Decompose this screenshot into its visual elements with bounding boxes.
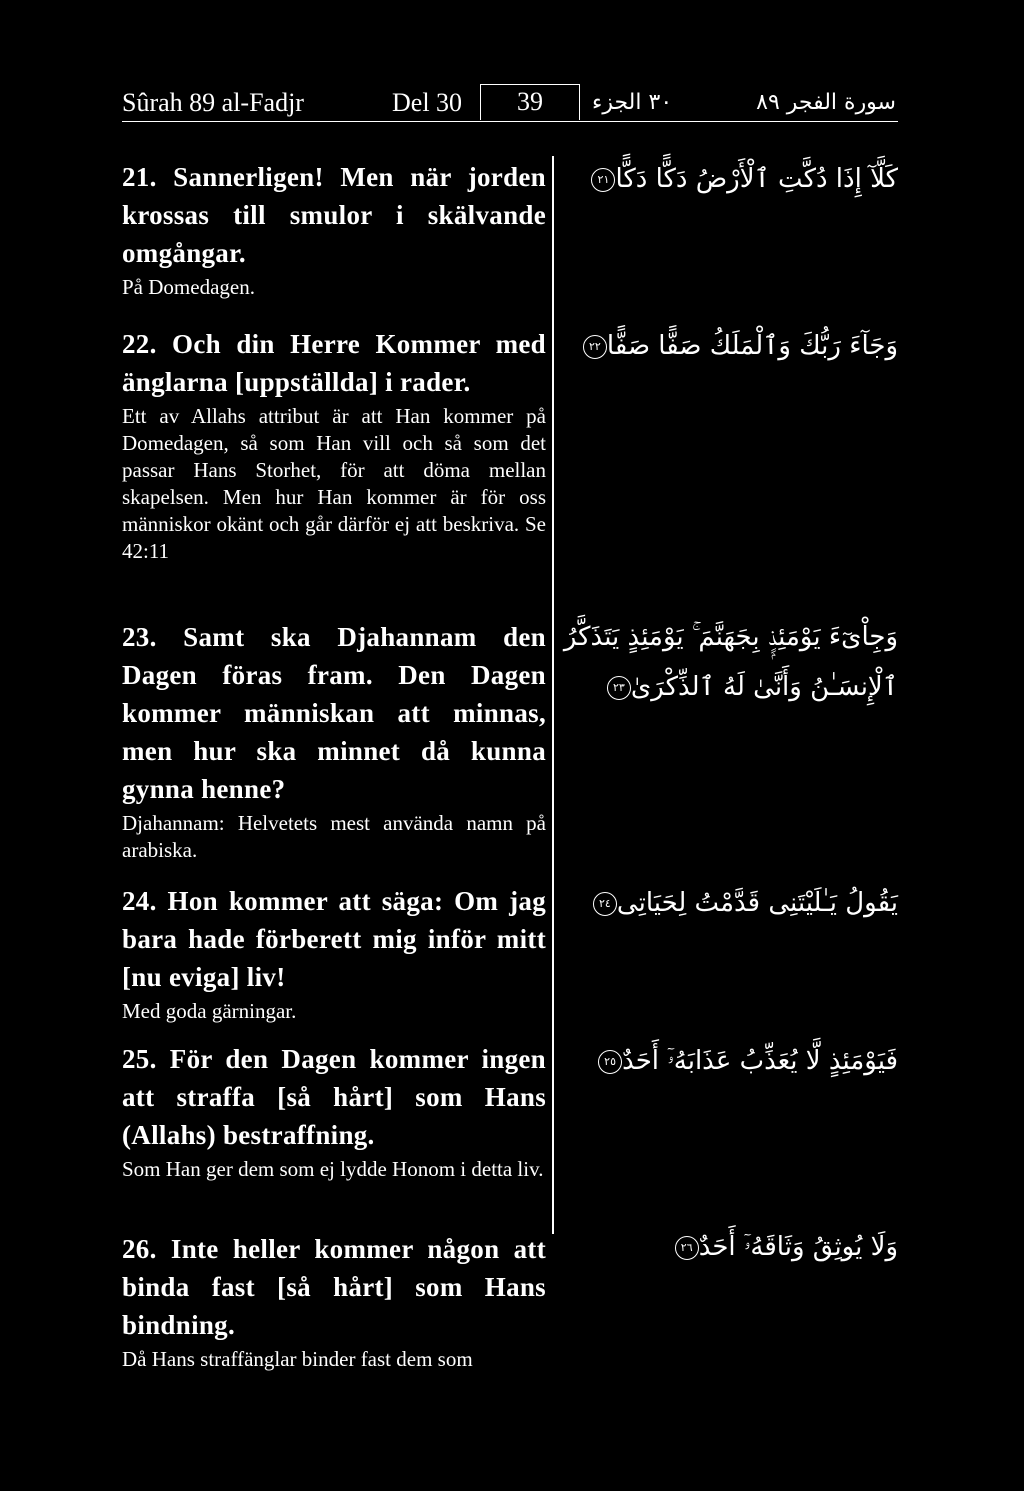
verse-21-swedish — [122, 158, 546, 301]
verse-24-note: Med goda gärningar. — [122, 999, 297, 1023]
ayah-21-marker-icon: ٢١ — [591, 168, 615, 192]
ayah-22-marker-icon: ٢٢ — [583, 335, 607, 359]
verse-24-arabic-text: يَقُولُ يَـٰلَيْتَنِى قَدَّمْتُ لِحَيَاتِى — [616, 888, 898, 918]
ayah-23-marker-icon: ٢٣ — [607, 676, 631, 700]
verse-24-swedish — [122, 882, 546, 1025]
part-label: Del 30 — [392, 88, 463, 117]
verse-21-arabic-text: كَلَّآ إِذَا دُكَّتِ ٱلْأَرْضُ دَكًّا دَكًّا — [615, 164, 898, 194]
verse-21-arabic — [581, 154, 898, 204]
verse-25-note: Som Han ger dem som ej lydde Honom i detta liv. — [122, 1157, 544, 1181]
verse-23-arabic — [564, 612, 898, 712]
verse-26-note: Då Hans straffänglar binder fast dem som — [122, 1347, 473, 1371]
ayah-24-marker-icon: ٢٤ — [593, 892, 617, 916]
header-rule — [122, 121, 898, 122]
verse-22-text: 22. Och din Herre Kommer med änglarna [uppställda] i rader. — [122, 329, 546, 397]
surah-title-arabic: سورة الفجر ٨٩ — [756, 90, 896, 115]
juz-arabic: ٣٠ الجزء — [592, 90, 673, 115]
verse-25-text: 25. För den Dagen kommer ingen att straffa [så hårt] som Hans (Allahs) bestraffning. — [122, 1044, 546, 1150]
verse-23-swedish — [122, 618, 546, 864]
verse-23-text: 23. Samt ska Djahannam den Dagen föras fram. Den Dagen kommer människan att minnas, men hur ska minnet då kunna gynna henne? — [122, 622, 546, 804]
verse-23-arabic-line1: وَجِاْىٓءَ يَوْمَئِذٍۭ بِجَهَنَّمَ ۚ يَوْمَئِذٍ يَتَذَكَّرُ — [563, 622, 898, 652]
verse-26-arabic-text: وَلَا يُوثِقُ وَثَاقَهُۥٓ أَحَدٌ — [698, 1232, 898, 1262]
verse-26-text: 26. Inte heller kommer någon att binda fast [så hårt] som Hans bindning. — [122, 1234, 546, 1340]
ayah-26-marker-icon: ٢٦ — [675, 1236, 699, 1260]
ayah-25-marker-icon: ٢٥ — [598, 1050, 622, 1074]
verse-22-arabic-text: وَجَآءَ رَبُّكَ وَٱلْمَلَكُ صَفًّا صَفًّا — [606, 331, 898, 361]
verse-26-arabic — [665, 1222, 898, 1272]
verse-23-note: Djahannam: Helvetets mest använda namn på arabiska. — [122, 811, 546, 862]
verse-22-note: Ett av Allahs attribut är att Han kommer på Domedagen, så som Han vill och så som det passar Hans Storhet, för att döma mellan skapelsen. Men hur Han kommer är för oss människor okänt och går därför ej att beskriva. Se 42:11 — [122, 404, 546, 563]
verse-21-text: 21. Sannerligen! Men när jorden krossas till smulor i skälvande omgångar. — [122, 162, 546, 268]
page-number: 39 — [480, 84, 580, 120]
verse-24-text: 24. Hon kommer att säga: Om jag bara hade förberett mig inför mitt [nu eviga] liv! — [122, 886, 546, 992]
verse-25-swedish — [122, 1040, 546, 1183]
verse-25-arabic — [588, 1036, 898, 1086]
column-divider — [552, 156, 554, 1234]
surah-title: Sûrah 89 al-Fadjr — [122, 88, 304, 117]
verse-23-arabic-text: ٱلْإِنسَـٰنُ وَأَنَّىٰ لَهُ ٱلذِّكْرَىٰ — [630, 672, 898, 702]
verse-26-swedish — [122, 1230, 546, 1373]
verse-25-arabic-text: فَيَوْمَئِذٍ لَّا يُعَذِّبُ عَذَابَهُۥٓ أَحَدٌ — [622, 1046, 898, 1076]
verse-22-arabic — [573, 321, 898, 371]
page-header — [122, 86, 898, 122]
verse-21-note: På Domedagen. — [122, 275, 255, 299]
verse-24-arabic — [583, 878, 898, 928]
verse-22-swedish — [122, 325, 546, 565]
